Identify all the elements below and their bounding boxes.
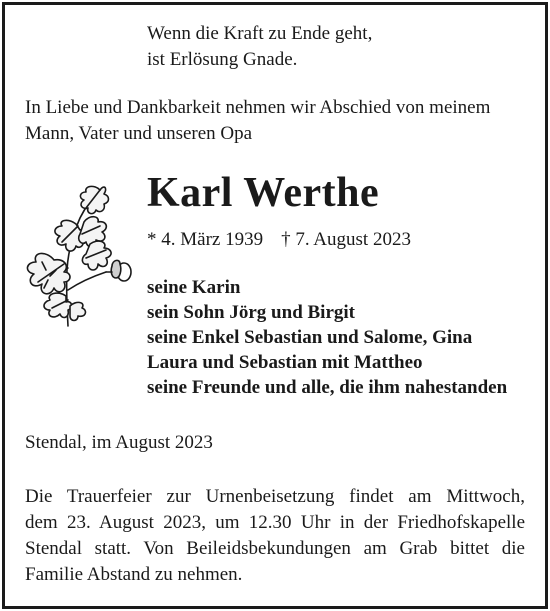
life-dates xyxy=(147,228,411,252)
notice-line: Stendal statt. Von Beileidsbekundungen am Grab bittet die xyxy=(25,538,525,559)
deceased-name: Karl Werthe xyxy=(147,170,380,216)
verse-line: ist Erlösung Gnade. xyxy=(147,49,298,70)
intro-text xyxy=(25,96,490,148)
birth-date: * 4. März 1939 xyxy=(147,229,264,250)
notice-line: Die Trauerfeier zur Urnenbeisetzung findet am Mittwoch, xyxy=(25,486,525,507)
mourner-line: seine Karin xyxy=(147,277,241,298)
mourner-line: seine Freunde und alle, die ihm nahestanden xyxy=(147,377,508,398)
mourner-line: sein Sohn Jörg und Birgit xyxy=(147,302,355,323)
mourner-line: seine Enkel Sebastian und Salome, Gina xyxy=(147,327,473,348)
notice-line: Familie Abstand zu nehmen. xyxy=(25,564,243,585)
funeral-notice xyxy=(25,484,525,588)
verse-line: Wenn die Kraft zu Ende geht, xyxy=(147,23,373,44)
mourner-line: Laura und Sebastian mit Mattheo xyxy=(147,352,423,373)
oak-branch-icon xyxy=(20,178,132,328)
intro-line: Mann, Vater und unseren Opa xyxy=(25,123,253,144)
death-date: † 7. August 2023 xyxy=(281,229,411,250)
intro-line: In Liebe und Dankbarkeit nehmen wir Abschied von meinem xyxy=(25,97,491,118)
place-date: Stendal, im August 2023 xyxy=(25,432,213,453)
notice-line: dem 23. August 2023, um 12.30 Uhr in der Friedhofskapelle xyxy=(25,512,525,533)
mourners-list xyxy=(147,276,507,401)
verse xyxy=(147,22,372,74)
